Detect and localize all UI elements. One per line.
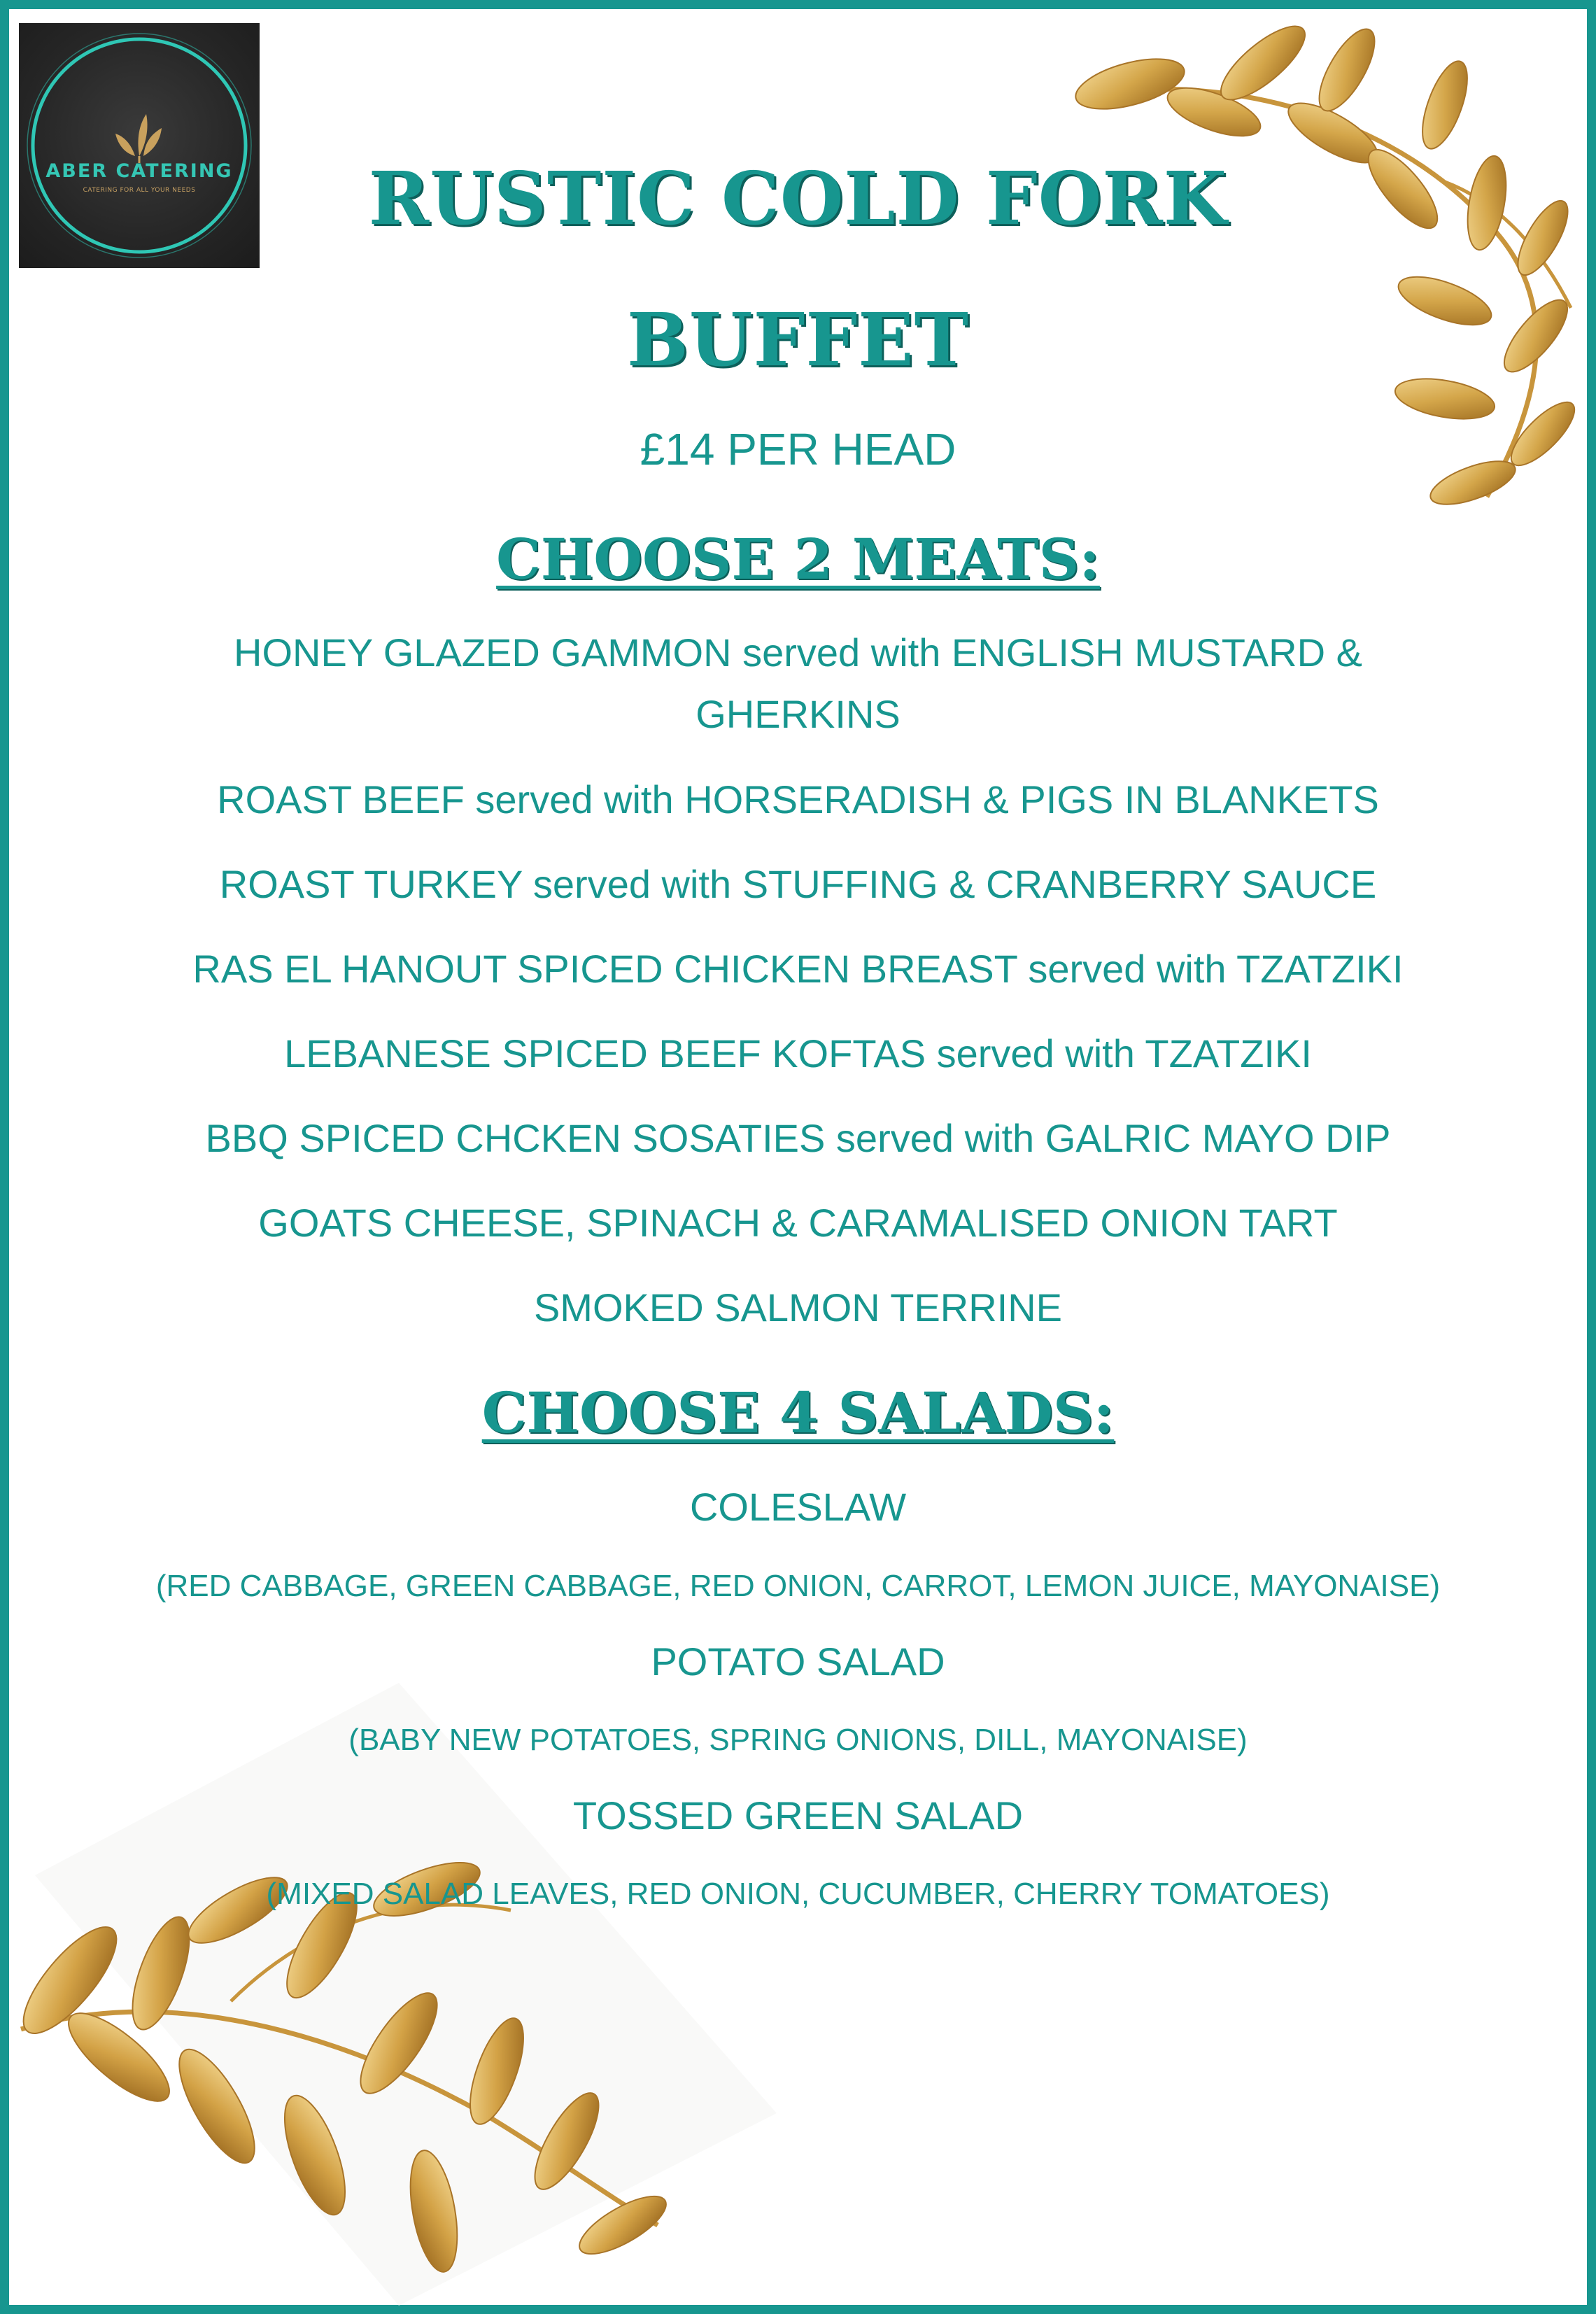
meat-item: BBQ SPICED CHCKEN SOSATIES served with GALRIC MAYO DIP — [205, 1116, 1391, 1160]
salad-ingredients: (MIXED SALAD LEAVES, RED ONION, CUCUMBER, CHERRY TOMATOES) — [266, 1877, 1330, 1911]
salad-name: COLESLAW — [689, 1485, 907, 1529]
menu-title-line-2: BUFFET — [627, 297, 969, 383]
menu-title-line-1: RUSTIC COLD FORK — [368, 155, 1228, 241]
meats-heading: CHOOSE 2 MEATS: — [496, 526, 1100, 592]
salad-ingredients: (RED CABBAGE, GREEN CABBAGE, RED ONION, CARROT, LEMON JUICE, MAYONAISE) — [155, 1569, 1441, 1603]
salad-ingredients: (BABY NEW POTATOES, SPRING ONIONS, DILL, MAYONAISE) — [348, 1723, 1248, 1757]
meat-item-continued: GHERKINS — [695, 692, 901, 736]
meat-item: HONEY GLAZED GAMMON served with ENGLISH MUSTARD & — [234, 630, 1362, 675]
logo-name: ABER CATERING — [45, 160, 233, 182]
meat-item: SMOKED SALMON TERRINE — [533, 1285, 1063, 1329]
meat-item: LEBANESE SPICED BEEF KOFTAS served with TZATZIKI — [284, 1031, 1312, 1075]
salad-name: TOSSED GREEN SALAD — [572, 1793, 1024, 1837]
meat-item: ROAST TURKEY served with STUFFING & CRANBERRY SAUCE — [219, 862, 1377, 906]
logo-tagline: CATERING FOR ALL YOUR NEEDS — [83, 187, 196, 194]
salads-heading: CHOOSE 4 SALADS: — [481, 1380, 1115, 1446]
meat-item: ROAST BEEF served with HORSERADISH & PIGS IN BLANKETS — [217, 777, 1379, 821]
meat-item: RAS EL HANOUT SPICED CHICKEN BREAST served with TZATZIKI — [192, 947, 1404, 991]
price-per-head: £14 PER HEAD — [640, 424, 956, 474]
salad-name: POTATO SALAD — [651, 1639, 945, 1684]
meat-item: GOATS CHEESE, SPINACH & CARAMALISED ONION TART — [258, 1201, 1338, 1245]
